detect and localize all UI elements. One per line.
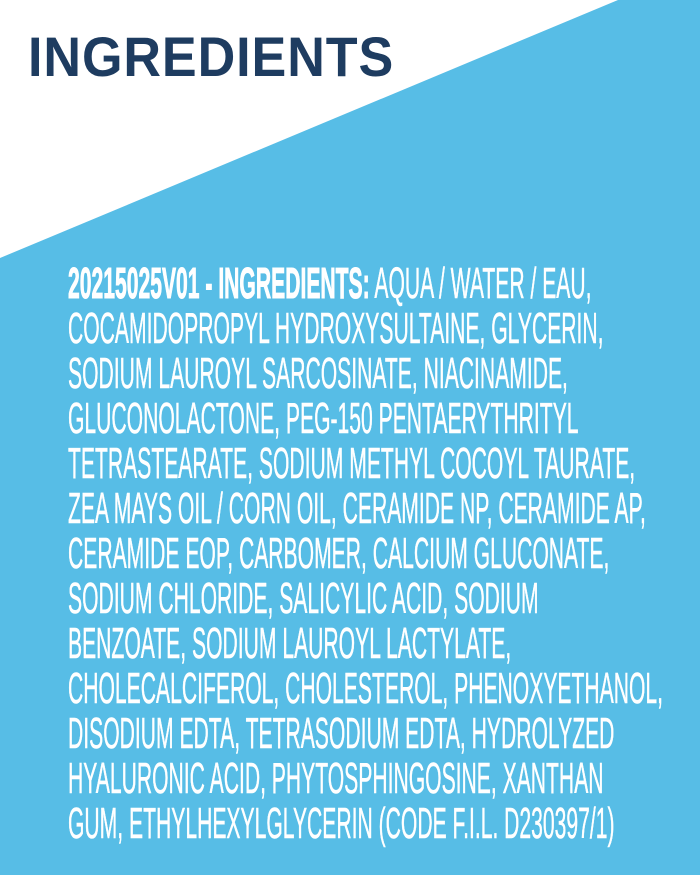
ingredients-line: GUM, ETHYLHEXYLGLYCERIN (CODE F.I.L. D230397/1) <box>68 799 615 848</box>
ingredients-line <box>68 261 663 306</box>
ingredients-text-block <box>68 261 700 846</box>
batch-code-lead: 20215025V01 - INGREDIENTS: <box>68 259 370 308</box>
ingredients-line: COCAMIDOPROPYL HYDROXYSULTAINE, GLYCERIN, <box>68 304 604 353</box>
ingredients-line: GLUCONOLACTONE, PEG-150 PENTAERYTHRITYL <box>68 394 579 443</box>
ingredients-line: HYALURONIC ACID, PHYTOSPHINGOSINE, XANTHAN <box>68 754 604 803</box>
ingredients-line: DISODIUM EDTA, TETRASODIUM EDTA, HYDROLYZED <box>68 709 615 758</box>
ingredients-line: CHOLECALCIFEROL, CHOLESTEROL, PHENOXYETHANOL, <box>68 664 664 713</box>
ingredients-line: BENZOATE, SODIUM LAUROYL LACTYLATE, <box>68 619 512 668</box>
ingredients-line: SODIUM LAUROYL SARCOSINATE, NIACINAMIDE, <box>68 349 568 398</box>
ingredients-line: CERAMIDE EOP, CARBOMER, CALCIUM GLUCONATE, <box>68 529 610 578</box>
ingredients-line: TETRASTEARATE, SODIUM METHYL COCOYL TAURATE, <box>68 439 636 488</box>
ingredients-line-rest: AQUA / WATER / EAU, <box>369 259 592 308</box>
ingredients-line: ZEA MAYS OIL / CORN OIL, CERAMIDE NP, CERAMIDE AP, <box>68 484 646 533</box>
ingredients-heading: INGREDIENTS <box>28 25 395 88</box>
ingredients-line: SODIUM CHLORIDE, SALICYLIC ACID, SODIUM <box>68 574 539 623</box>
